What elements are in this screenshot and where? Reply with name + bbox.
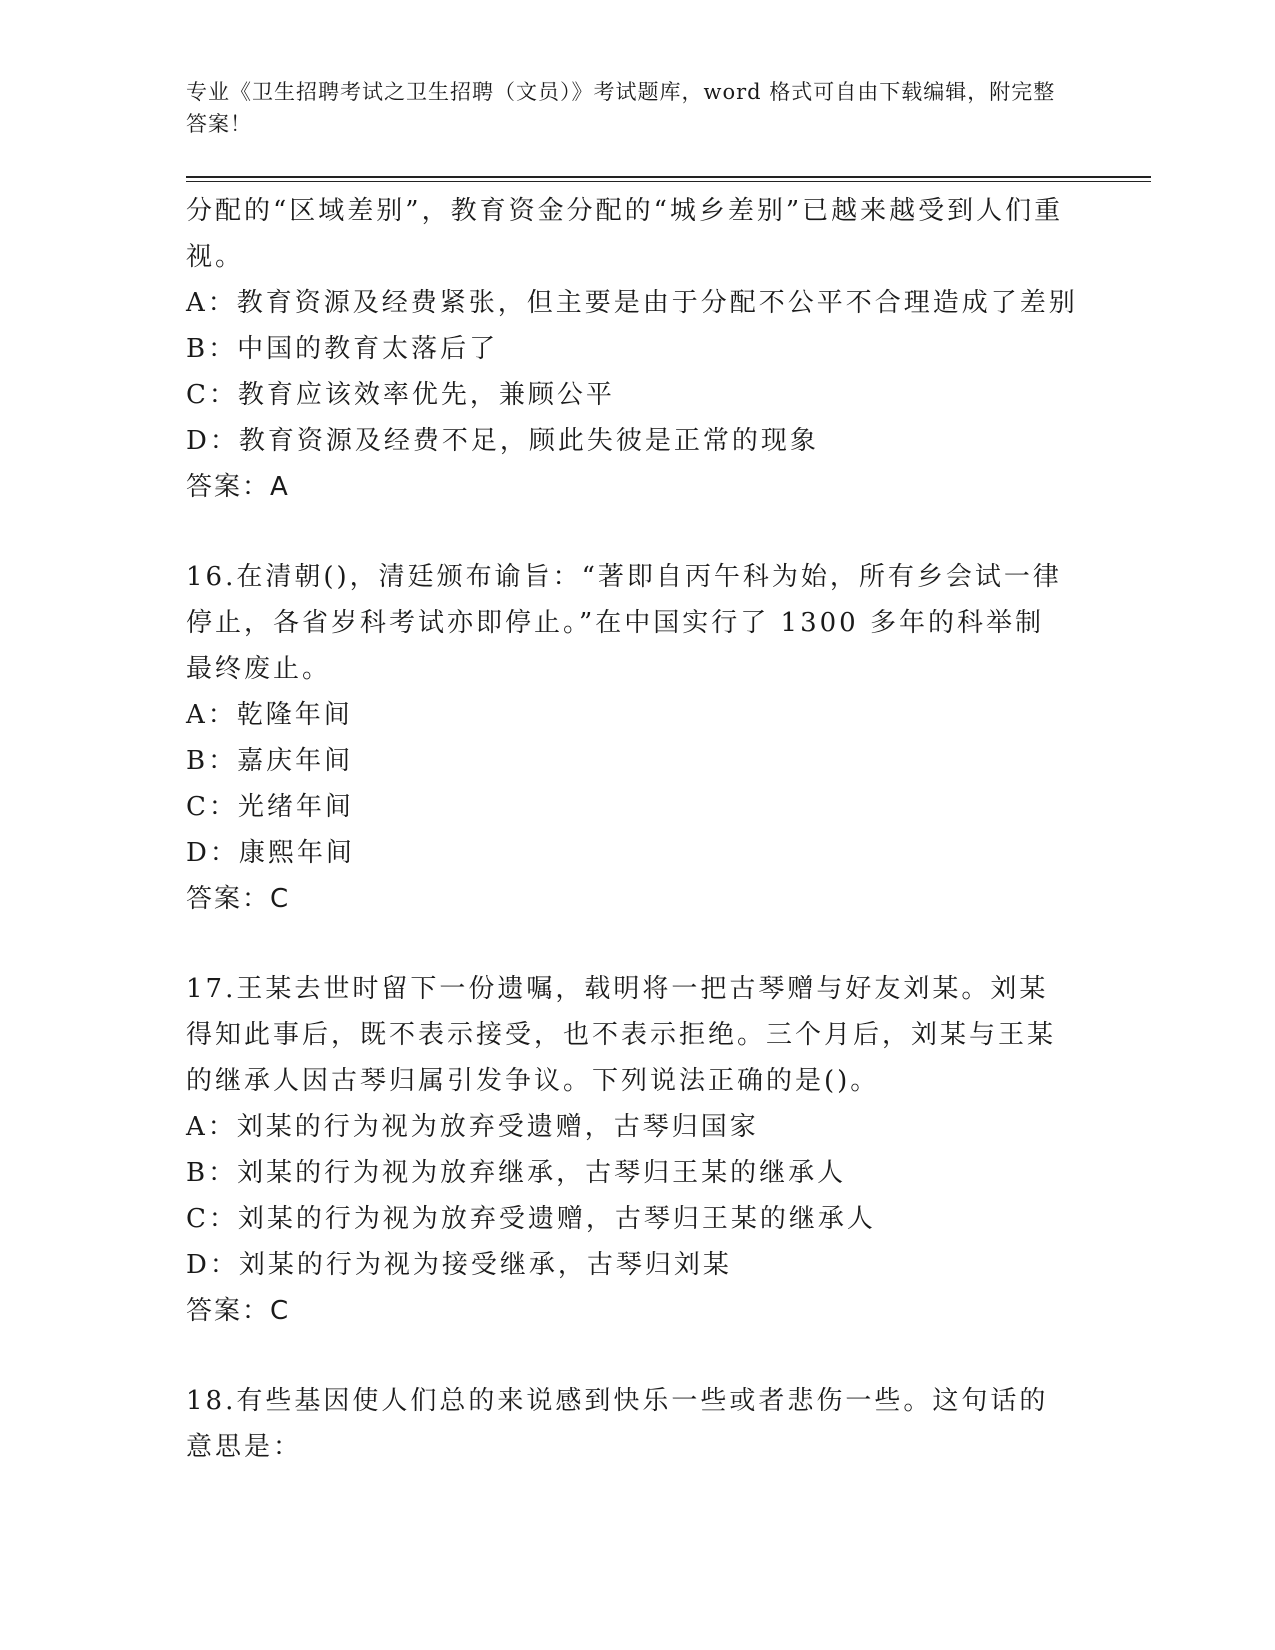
answer-line: 答案：A bbox=[186, 472, 290, 502]
question-15 bbox=[186, 188, 1078, 510]
option-c: C：刘某的行为视为放弃受遗赠，古琴归王某的继承人 bbox=[186, 1204, 876, 1234]
question-18 bbox=[186, 1378, 1066, 1470]
answer-line: 答案：C bbox=[186, 884, 291, 914]
question-list bbox=[186, 188, 1078, 1470]
option-a: A：教育资源及经费紧张，但主要是由于分配不公平不合理造成了差别 bbox=[186, 288, 1078, 318]
option-c: C：教育应该效率优先，兼顾公平 bbox=[186, 380, 615, 410]
question-stem: 17.王某去世时留下一份遗嘱，载明将一把古琴赠与好友刘某。刘某得知此事后，既不表示接受，也不表示拒绝。三个月后，刘某与王某的继承人因古琴归属引发争议。下列说法正确的是()。 bbox=[186, 974, 1057, 1096]
question-stem: 16.在清朝()，清廷颁布谕旨：“著即自丙午科为始，所有乡会试一律停止，各省岁科考试亦即停止。”在中国实行了 1300 多年的科举制最终废止。 bbox=[186, 562, 1062, 684]
header-divider-thin bbox=[186, 181, 1151, 182]
question-stem: 18.有些基因使人们总的来说感到快乐一些或者悲伤一些。这句话的意思是： bbox=[186, 1386, 1049, 1462]
option-d: D：教育资源及经费不足，顾此失彼是正常的现象 bbox=[186, 426, 819, 456]
option-a: A：乾隆年间 bbox=[186, 700, 353, 730]
option-b: B：刘某的行为视为放弃继承，古琴归王某的继承人 bbox=[186, 1158, 847, 1188]
option-a: A：刘某的行为视为放弃受遗赠，古琴归国家 bbox=[186, 1112, 759, 1142]
question-16 bbox=[186, 554, 1066, 922]
question-stem: 分配的“区域差别”，教育资金分配的“城乡差别”已越来越受到人们重视。 bbox=[186, 196, 1064, 272]
header-divider bbox=[186, 176, 1151, 178]
option-b: B：中国的教育太落后了 bbox=[186, 334, 499, 364]
spacer bbox=[186, 1334, 1066, 1378]
spacer bbox=[186, 922, 1066, 966]
answer-line: 答案：C bbox=[186, 1296, 291, 1326]
document-header: 专业《卫生招聘考试之卫生招聘（文员）》考试题库，word 格式可自由下载编辑，附完整答案！ bbox=[186, 80, 1056, 136]
option-d: D：刘某的行为视为接受继承，古琴归刘某 bbox=[186, 1250, 732, 1280]
option-c: C：光绪年间 bbox=[186, 792, 354, 822]
option-d: D：康熙年间 bbox=[186, 838, 355, 868]
spacer bbox=[186, 510, 1066, 554]
option-b: B：嘉庆年间 bbox=[186, 746, 354, 776]
question-17 bbox=[186, 966, 1066, 1334]
